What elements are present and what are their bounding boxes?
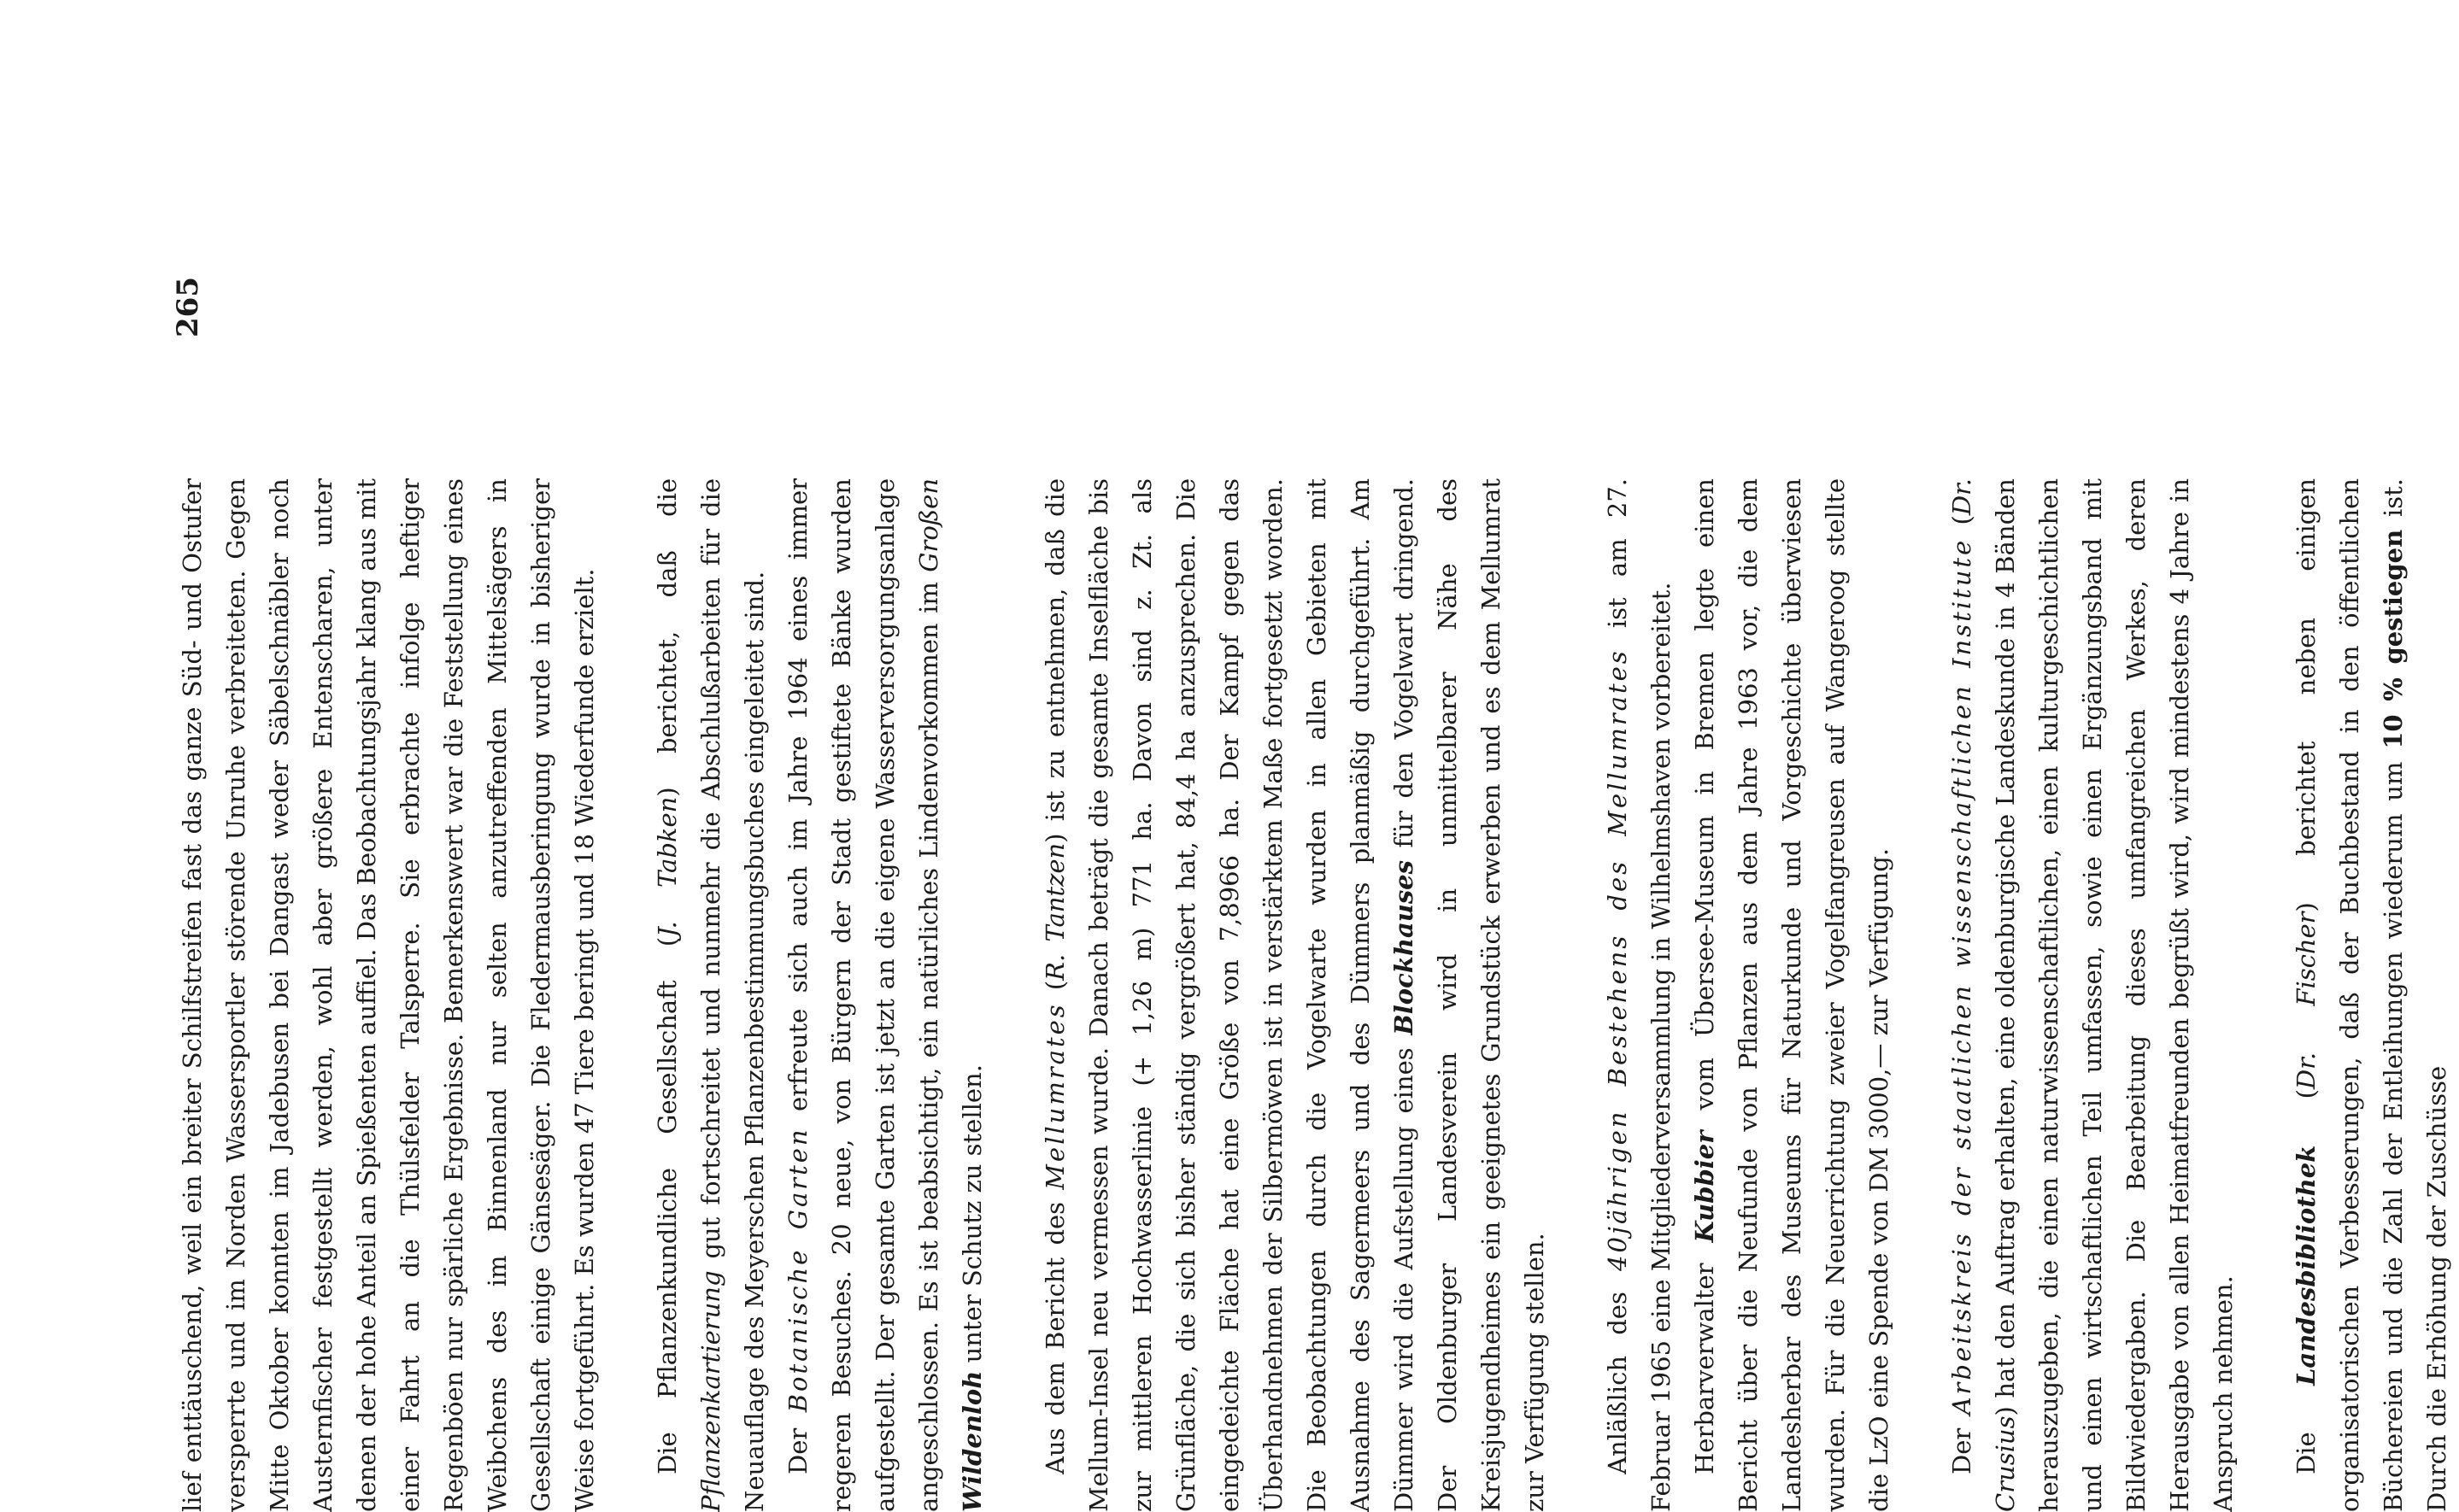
paragraph-state-library <box>2285 478 2459 1512</box>
paragraph-text: ) berichtet neben einigen organisatorischen Verbesserungen, daß der Buchbestand in den öffentlichen Büchereien und die Zahl der Entleihungen wiederum um <box>2292 478 2408 1512</box>
person-name: R. Tantzen <box>1041 842 1070 981</box>
paragraph-working-group <box>1940 478 2245 1512</box>
emphasis-term: Großen <box>914 478 943 572</box>
paragraph-mellumrat <box>1034 478 1557 1512</box>
paragraph-gap <box>995 478 1034 1512</box>
emphasis-term: 10 % gestiegen <box>2379 529 2408 749</box>
paragraph-text: ist. Durch die Erhöhung der Zuschüsse <box>2379 478 2451 1512</box>
paragraph-text: Herbarverwalter <box>1690 1242 1719 1474</box>
paragraph-text: ) hat den Auftrag erhalten, eine oldenburgische Landeskunde in 4 Bänden herauszugeben, die einen naturwissenschaftlichen, einen kulturgeschichtlichen und einen wirtschaftlichen Teil umfassen, sowie einen Ergänzungsband mit Bildwiedergaben. Die Bearbeitung dieses umfangreichen Werkes, deren Herausgabe von allen Heimatfreunden begrüßt wird, wird mindestens 4 Jahre in Anspruch nehmen. <box>1991 478 2238 1512</box>
paragraph-gap <box>2245 478 2285 1512</box>
page-number: 265 <box>171 277 205 337</box>
paragraph-text: vom Übersee-Museum in Bremen legte einen Bericht über die Neufunde von Pflanzen aus dem Jahre 1963 vor, die dem Landesherbar des Museums für Naturkunde und Vorgeschichte überwiesen wurden. Für die Neuerrichtung zweier Vogelfangreusen auf Wangeroog stellte die LzO eine Spende von DM 3000,— zur Verfügung. <box>1690 478 1893 1512</box>
person-name: Dr. Fischer <box>2292 911 2321 1090</box>
paragraph-text: Die <box>2292 1386 2321 1474</box>
paragraph-text: Die Pflanzenkundliche Gesellschaft ( <box>653 936 682 1474</box>
paragraph-gap <box>607 478 646 1512</box>
paragraph-text: gut fortschreitet und nunmehr die Abschlußarbeiten für die Neuauflage des Meyerschen Pflanzenbestimmungsbuches eingeleitet sind. <box>696 478 769 1512</box>
paragraph-text: ( <box>1041 980 1070 1003</box>
paragraph-botanical-society <box>646 478 777 1512</box>
paragraph-text: ) berichtet, daß die <box>653 478 682 797</box>
paragraph-text: ist am 27. Februar 1965 eine Mitgliederversammlung in Wilhelmshaven vorbereitet. <box>1603 478 1676 1512</box>
paragraph-botanical-garden <box>777 478 995 1512</box>
person-name: Dr. Crusius <box>1947 478 2020 1512</box>
paragraph-text: ( <box>2292 1089 2321 1146</box>
paragraph-fieldwork-report <box>171 478 607 1512</box>
paragraph-anniversary <box>1596 478 1683 1512</box>
paragraph-text: unter Schutz zu stellen. <box>958 1064 987 1371</box>
emphasis-term: Blockhauses <box>1389 860 1418 1035</box>
paragraph-text: Der <box>1947 1415 1976 1474</box>
paragraph-herbarium <box>1683 478 1901 1512</box>
paragraph-text: ) ist zu entnehmen, daß die Mellum-Insel neu vermessen wurde. Danach beträgt die gesamte Inselfläche bis zur mittleren Hochwasserlinie (+ 1,26 m) 771 ha. Davon sind z. Zt. als Grünfläche, die sich bisher ständig vergrößert hat, 84,4 ha anzusprechen. Die eingedeichte Fläche hat eine Größe von 7,8966 ha. Der Kampf gegen das Überhandnehmen der Silbermöwen ist in verstärktem Maße fortgesetzt worden. Die Beobachtungen durch die Vogelwarte wurden in allen Gebieten mit Ausnahme des Sagermeers und des Dümmers planmäßig durchgeführt. Am Dümmer wird die Aufstellung eines <box>1041 478 1418 1512</box>
paragraph-text: Aus dem Bericht des <box>1041 1189 1070 1474</box>
spaced-heading-term: Botanische Garten <box>783 1127 813 1413</box>
paragraph-gap <box>1901 478 1940 1512</box>
rotated-page-content <box>171 277 2451 1512</box>
paragraph-text: erfreute sich auch im Jahre 1964 eines immer regeren Besuches. 20 neue, von Bürgern der Stadt gestiftete Bänke wurden aufgestellt. Der gesamte Garten ist jetzt an die eigene Wasserversorgungsanlage angeschlossen. Es ist beabsichtigt, ein natürliches Lindenvorkommen im <box>783 478 943 1512</box>
emphasis-term: Pflanzenkartierung <box>696 1270 725 1512</box>
paragraph-text: ( <box>1947 515 1976 538</box>
paragraph-text: Anläßlich des <box>1603 1270 1632 1474</box>
person-name: Kubbier <box>1690 1130 1719 1243</box>
paragraph-gap <box>1557 478 1596 1512</box>
place-name: Wildenloh <box>958 1370 987 1512</box>
text-body <box>171 478 2459 1512</box>
paragraph-text: lief enttäuschend, weil ein breiter Schilfstreifen fast das ganze Süd- und Ostufer versperrte und im Norden Wassersportler störende Unruhe verbreiteten. Gegen Mitte Oktober konnten im Jadebusen bei Dangast weder Säbelschnäbler noch Austernfischer festgestellt werden, wohl aber größere Entenscharen, unter denen der hohe Anteil an Spießenten auffiel. Das Beobachtungsjahr klang aus mit einer Fahrt an die Thülsfelder Talsperre. Sie erbrachte infolge heftiger Regenböen nur spärliche Ergebnisse. Bemerkenswert war die Feststellung eines Weibchens des im Binnenland nur selten anzutreffenden Mittelsägers in Gesellschaft einige Gänsesäger. Die Fledermausberingung wurde in bisheriger Weise fortgeführt. Es wurden 47 Tiere beringt und 18 Wiederfunde erzielt. <box>178 478 599 1512</box>
spaced-heading-term: Arbeitskreis der staatlichen wissenschaftlichen Institute <box>1947 537 1976 1415</box>
paragraph-text: für den Vogelwart dringend. Der Oldenburger Landesverein wird in unmittelbarer Nähe des Kreisjugendheimes ein geeignetes Grundstück erwerben und es dem Mellumrat zur Verfügung stellen. <box>1389 478 1549 1512</box>
spaced-heading-term: Mellumrates <box>1041 1002 1070 1190</box>
paragraph-text: Der <box>783 1412 813 1474</box>
institution-name: Landesbibliothek <box>2292 1145 2321 1386</box>
person-name: J. Tabken <box>653 796 682 937</box>
spaced-heading-term: 40jährigen Bestehens des Mellumrates <box>1603 648 1632 1271</box>
